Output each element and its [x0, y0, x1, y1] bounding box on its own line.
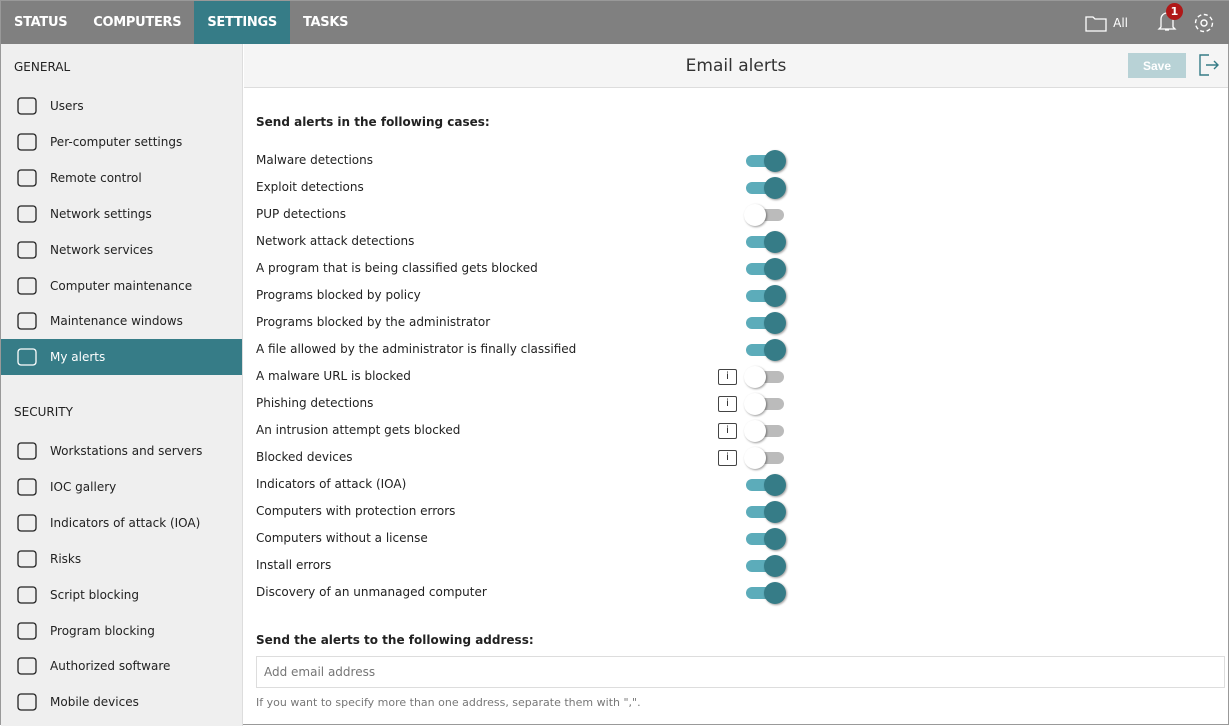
sidebar-item-script-blocking[interactable]: [1, 577, 242, 613]
section-general: GENERAL: [14, 60, 71, 74]
alert-label: Exploit detections: [256, 179, 364, 194]
window-icon: [15, 620, 39, 642]
sidebar-item-label: Script blocking: [50, 587, 140, 602]
users-icon: [15, 95, 39, 117]
sidebar-item-ioc-gallery[interactable]: [1, 469, 242, 505]
info-icon[interactable]: i: [718, 450, 737, 466]
alert-toggle[interactable]: [744, 555, 788, 577]
alert-row: [256, 146, 796, 173]
alert-row: [256, 416, 796, 443]
folder-icon: [1085, 14, 1107, 32]
ioa-icon: [15, 512, 39, 534]
alert-toggle[interactable]: [744, 204, 788, 226]
alert-toggle[interactable]: [744, 447, 788, 469]
alert-row: [256, 524, 796, 551]
sidebar-item-label: Mobile devices: [50, 695, 139, 710]
tab-status[interactable]: STATUS: [14, 15, 68, 30]
sidebar-item-per-computer-settings[interactable]: [1, 124, 242, 160]
alert-row: [256, 335, 796, 362]
email-input[interactable]: [256, 656, 1225, 688]
alert-row: [256, 362, 796, 389]
sidebar-item-users[interactable]: [1, 88, 242, 124]
monitor-icon: [15, 440, 39, 462]
alert-label: A file allowed by the administrator is finally classified: [256, 341, 577, 356]
sidebar-item-label: IOC gallery: [50, 479, 117, 494]
sidebar-item-mobile-devices[interactable]: [1, 684, 242, 720]
sidebar-item-indicators-of-attack-ioa[interactable]: [1, 505, 242, 541]
alert-label: PUP detections: [256, 206, 346, 221]
sidebar-item-authorized-software[interactable]: [1, 648, 242, 684]
alert-toggle[interactable]: [744, 231, 788, 253]
alert-label: Programs blocked by policy: [256, 287, 421, 302]
info-icon[interactable]: i: [718, 369, 737, 385]
sidebar-item-label: Per-computer settings: [50, 134, 183, 149]
sidebar-item-workstations-and-servers[interactable]: [1, 433, 242, 469]
notification-badge: 1: [1166, 3, 1183, 20]
sidebar-item-maintenance-windows[interactable]: [1, 303, 242, 339]
sidebar-item-label: Authorized software: [50, 659, 171, 674]
sidebar-item-remote-control[interactable]: [1, 160, 242, 196]
filter-label: All: [1113, 15, 1128, 30]
sidebar-item-label: Computer maintenance: [50, 278, 193, 293]
alert-label: A malware URL is blocked: [256, 368, 411, 383]
cases-heading: Send alerts in the following cases:: [256, 115, 490, 129]
alert-toggle[interactable]: [744, 420, 788, 442]
alert-toggle[interactable]: [744, 285, 788, 307]
alert-label: Computers without a license: [256, 530, 428, 545]
alert-toggle[interactable]: [744, 474, 788, 496]
server-icon: [15, 239, 39, 261]
sidebar-item-label: Network services: [50, 242, 154, 257]
filter-button[interactable]: [1085, 14, 1128, 32]
save-button[interactable]: Save: [1128, 53, 1186, 78]
alert-toggle[interactable]: [744, 177, 788, 199]
info-icon[interactable]: i: [718, 396, 737, 412]
network-nodes-icon: [15, 131, 39, 153]
alert-label: Phishing detections: [256, 395, 374, 410]
alert-label: Blocked devices: [256, 449, 353, 464]
alert-toggle[interactable]: [744, 258, 788, 280]
sidebar-item-label: Remote control: [50, 170, 142, 185]
sidebar-item-label: Network settings: [50, 206, 152, 221]
alert-label: Install errors: [256, 557, 332, 572]
info-icon[interactable]: i: [718, 423, 737, 439]
globe-icon: [15, 203, 39, 225]
sidebar-item-label: Indicators of attack (IOA): [50, 515, 201, 530]
alert-row: [256, 173, 796, 200]
address-hint: If you want to specify more than one address, separate them with ",".: [256, 696, 641, 709]
shield-icon: [15, 548, 39, 570]
alert-label: Malware detections: [256, 152, 373, 167]
sidebar-item-computer-maintenance[interactable]: [1, 268, 242, 304]
sidebar-item-label: My alerts: [50, 350, 106, 365]
windows-icon: [15, 310, 39, 332]
alert-toggle[interactable]: [744, 339, 788, 361]
alert-toggle[interactable]: [744, 501, 788, 523]
sidebar-item-my-alerts[interactable]: [1, 339, 242, 375]
page-header: [244, 44, 1228, 88]
alert-row: [256, 389, 796, 416]
sidebar-item-network-services[interactable]: [1, 232, 242, 268]
top-actions: [1085, 1, 1228, 44]
top-nav: [1, 1, 1229, 44]
alert-label: Discovery of an unmanaged computer: [256, 584, 487, 599]
alert-label: Computers with protection errors: [256, 503, 456, 518]
sidebar: [1, 44, 243, 726]
phone-icon: [15, 691, 39, 713]
sidebar-item-network-settings[interactable]: [1, 196, 242, 232]
alert-toggle[interactable]: [744, 582, 788, 604]
code-icon: [15, 584, 39, 606]
alert-row: [256, 227, 796, 254]
alert-row: [256, 470, 796, 497]
check-circle-icon: [15, 655, 39, 677]
alert-label: Network attack detections: [256, 233, 415, 248]
alert-row: [256, 443, 796, 470]
alert-row: [256, 551, 796, 578]
warning-icon: [15, 346, 39, 368]
sidebar-item-label: Maintenance windows: [50, 314, 183, 329]
alert-row: [256, 254, 796, 281]
sidebar-item-program-blocking[interactable]: [1, 613, 242, 649]
alert-toggle[interactable]: [744, 366, 788, 388]
alert-label: Programs blocked by the administrator: [256, 314, 491, 329]
gear-icon[interactable]: [1192, 11, 1216, 35]
alert-row: [256, 200, 796, 227]
alert-row: [256, 497, 796, 524]
alert-row: [256, 578, 796, 605]
exit-icon[interactable]: [1197, 53, 1219, 77]
sidebar-item-label: Program blocking: [50, 623, 155, 638]
alert-label: Indicators of attack (IOA): [256, 476, 407, 491]
page-title: Email alerts: [685, 56, 787, 76]
maintenance-icon: [15, 275, 39, 297]
alert-toggle[interactable]: [744, 528, 788, 550]
alert-toggle[interactable]: [744, 312, 788, 334]
sidebar-item-label: Workstations and servers: [50, 444, 203, 458]
tab-tasks[interactable]: TASKS: [302, 15, 349, 30]
address-heading: Send the alerts to the following address:: [256, 633, 534, 647]
alert-label: A program that is being classified gets blocked: [256, 260, 538, 275]
tab-settings[interactable]: SETTINGS: [194, 1, 290, 44]
sidebar-item-risks[interactable]: [1, 541, 242, 577]
alert-row: [256, 281, 796, 308]
alert-label: An intrusion attempt gets blocked: [256, 422, 461, 437]
section-security: SECURITY: [14, 405, 73, 419]
tab-computers[interactable]: COMPUTERS: [93, 15, 182, 30]
alert-toggle[interactable]: [744, 393, 788, 415]
alert-row: [256, 308, 796, 335]
ioc-search-icon: [15, 476, 39, 498]
alert-toggle[interactable]: [744, 150, 788, 172]
remote-screen-icon: [15, 167, 39, 189]
sidebar-item-label: Risks: [50, 551, 82, 566]
sidebar-item-label: Users: [50, 99, 84, 113]
notifications-button[interactable]: [1156, 5, 1179, 36]
